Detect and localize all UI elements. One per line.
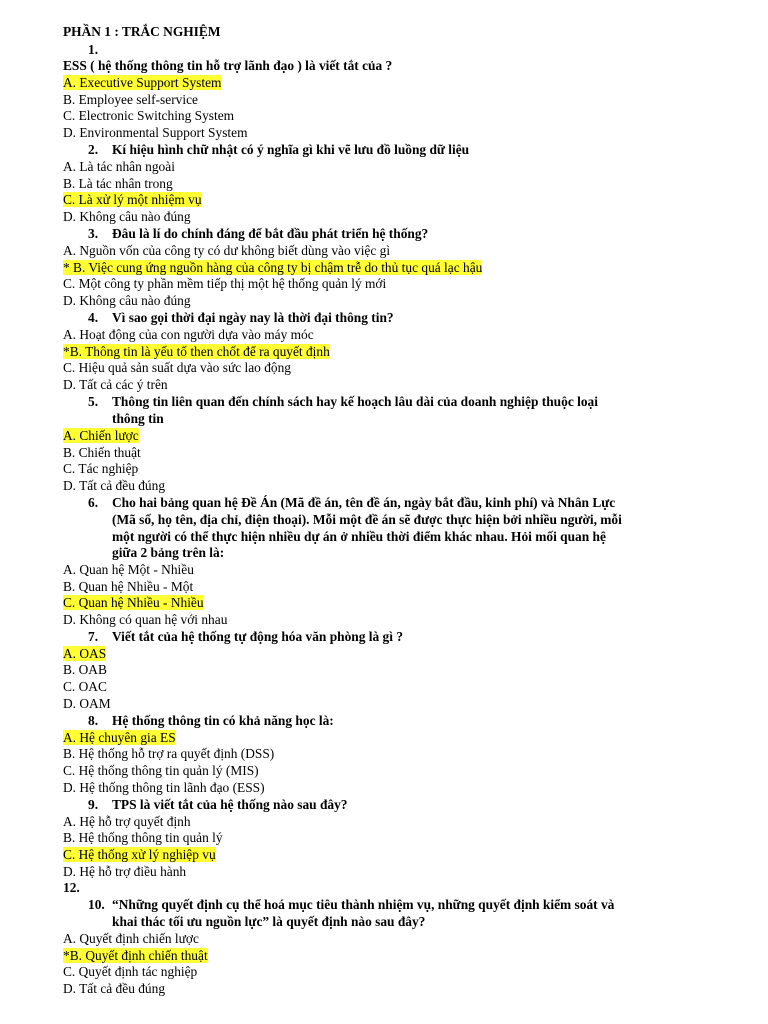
answer-option: B. Employee self-service bbox=[63, 92, 198, 107]
answer-option: D. Tất cả các ý trên bbox=[63, 377, 168, 392]
question-text: Kí hiệu hình chữ nhật có ý nghĩa gì khi vẽ lưu đồ luồng dữ liệu bbox=[112, 142, 470, 157]
question-text: Cho hai bảng quan hệ Đề Án (Mã đề án, tên đề án, ngày bắt đầu, kinh phí) và Nhân Lực bbox=[112, 495, 616, 510]
answer-option-correct: A. OAS bbox=[63, 646, 107, 661]
answer-option: D. OAM bbox=[63, 696, 111, 711]
question-number: 9. bbox=[88, 797, 99, 812]
answer-option: D. Hệ hỗ trợ điều hành bbox=[63, 864, 187, 879]
answer-option-correct: C. Hệ thống xử lý nghiệp vụ bbox=[63, 847, 216, 862]
question-text: TPS là viết tắt của hệ thống nào sau đây? bbox=[112, 797, 348, 812]
question-text: Đâu là lí do chính đáng để bắt đầu phát triển hệ thống? bbox=[112, 226, 429, 241]
answer-option: B. Quan hệ Nhiều - Một bbox=[63, 579, 194, 594]
answer-option-correct: C. Quan hệ Nhiều - Nhiều bbox=[63, 595, 204, 610]
answer-option: D. Tất cả đều đúng bbox=[63, 981, 166, 996]
question-number: 8. bbox=[88, 713, 99, 728]
answer-option: D. Không có quan hệ với nhau bbox=[63, 612, 228, 627]
answer-option: C. Hiệu quả sản suất dựa vào sức lao động bbox=[63, 360, 291, 375]
question-text: Thông tin liên quan đến chính sách hay kế hoạch lâu dài của doanh nghiệp thuộc loại bbox=[112, 394, 598, 409]
answer-option-correct: *B. Quyết định chiến thuật bbox=[63, 948, 208, 963]
answer-option: D. Không câu nào đúng bbox=[63, 209, 191, 224]
answer-option: B. Hệ thống hỗ trợ ra quyết định (DSS) bbox=[63, 746, 275, 761]
answer-option-correct: A. Executive Support System bbox=[63, 75, 222, 90]
answer-option: C. Hệ thống thông tin quản lý (MIS) bbox=[63, 763, 259, 778]
question-text: ESS ( hệ thống thông tin hỗ trợ lãnh đạo ) là viết tắt của ? bbox=[63, 58, 393, 73]
question-number: 2. bbox=[88, 142, 99, 157]
answer-option: C. OAC bbox=[63, 679, 107, 694]
answer-option: A. Hoạt động của con người dựa vào máy móc bbox=[63, 327, 314, 342]
question-text: (Mã số, họ tên, địa chỉ, điện thoại). Mỗi một đề án sẽ được thực hiện bởi nhiều người, mỗi bbox=[112, 512, 622, 527]
question-number: 7. bbox=[88, 629, 99, 644]
answer-option: C. Tác nghiệp bbox=[63, 461, 139, 476]
question-text: khai thác tối ưu nguồn lực” là quyết định nào sau đây? bbox=[112, 914, 426, 929]
question-text: “Những quyết định cụ thể hoá mục tiêu thành nhiệm vụ, những quyết định kiểm soát và bbox=[112, 897, 615, 912]
answer-option: A. Nguồn vốn của công ty có dư không biết dùng vào việc gì bbox=[63, 243, 391, 258]
question-text: giữa 2 bảng trên là: bbox=[112, 545, 225, 560]
question-number: 4. bbox=[88, 310, 99, 325]
question-number: 12. bbox=[63, 880, 80, 895]
answer-option: B. Là tác nhân trong bbox=[63, 176, 173, 191]
question-number: 6. bbox=[88, 495, 99, 510]
answer-option-correct: C. Là xử lý một nhiệm vụ bbox=[63, 192, 202, 207]
answer-option: B. Chiến thuật bbox=[63, 445, 141, 460]
answer-option: A. Hệ hỗ trợ quyết định bbox=[63, 814, 191, 829]
answer-option: A. Quyết định chiến lược bbox=[63, 931, 199, 946]
answer-option: C. Electronic Switching System bbox=[63, 108, 235, 123]
answer-option: D. Tất cả đều đúng bbox=[63, 478, 166, 493]
question-text: Vì sao gọi thời đại ngày nay là thời đại thông tin? bbox=[112, 310, 394, 325]
question-number: 1. bbox=[88, 42, 99, 57]
answer-option: D. Không câu nào đúng bbox=[63, 293, 191, 308]
answer-option: C. Quyết định tác nghiệp bbox=[63, 964, 198, 979]
answer-option-correct: *B. Thông tin là yếu tố then chốt để ra quyết định bbox=[63, 344, 330, 359]
answer-option: B. OAB bbox=[63, 662, 107, 677]
answer-option-correct: * B. Việc cung ứng nguồn hàng của công ty bị chậm trễ do thủ tục quá lạc hậu bbox=[63, 260, 483, 275]
answer-option-correct: A. Hệ chuyên gia ES bbox=[63, 730, 176, 745]
question-number: 3. bbox=[88, 226, 99, 241]
question-text: Viết tắt của hệ thống tự động hóa văn phòng là gì ? bbox=[112, 629, 404, 644]
answer-option-correct: A. Chiến lược bbox=[63, 428, 139, 443]
answer-option: A. Quan hệ Một - Nhiều bbox=[63, 562, 194, 577]
answer-option: D. Environmental Support System bbox=[63, 125, 248, 140]
answer-option: B. Hệ thống thông tin quản lý bbox=[63, 830, 223, 845]
question-text: Hệ thống thông tin có khả năng học là: bbox=[112, 713, 334, 728]
answer-option: A. Là tác nhân ngoài bbox=[63, 159, 175, 174]
answer-option: C. Một công ty phần mềm tiếp thị một hệ thống quản lý mới bbox=[63, 276, 387, 291]
question-number: 10. bbox=[88, 897, 105, 912]
question-text: thông tin bbox=[112, 411, 164, 426]
question-text: một người có thể thực hiện nhiều dự án ở nhiều thời điểm khác nhau. Hỏi mối quan hệ bbox=[112, 529, 606, 544]
answer-option: D. Hệ thống thông tin lãnh đạo (ESS) bbox=[63, 780, 265, 795]
section-title: PHẦN 1 : TRẮC NGHIỆM bbox=[63, 24, 221, 39]
question-number: 5. bbox=[88, 394, 99, 409]
